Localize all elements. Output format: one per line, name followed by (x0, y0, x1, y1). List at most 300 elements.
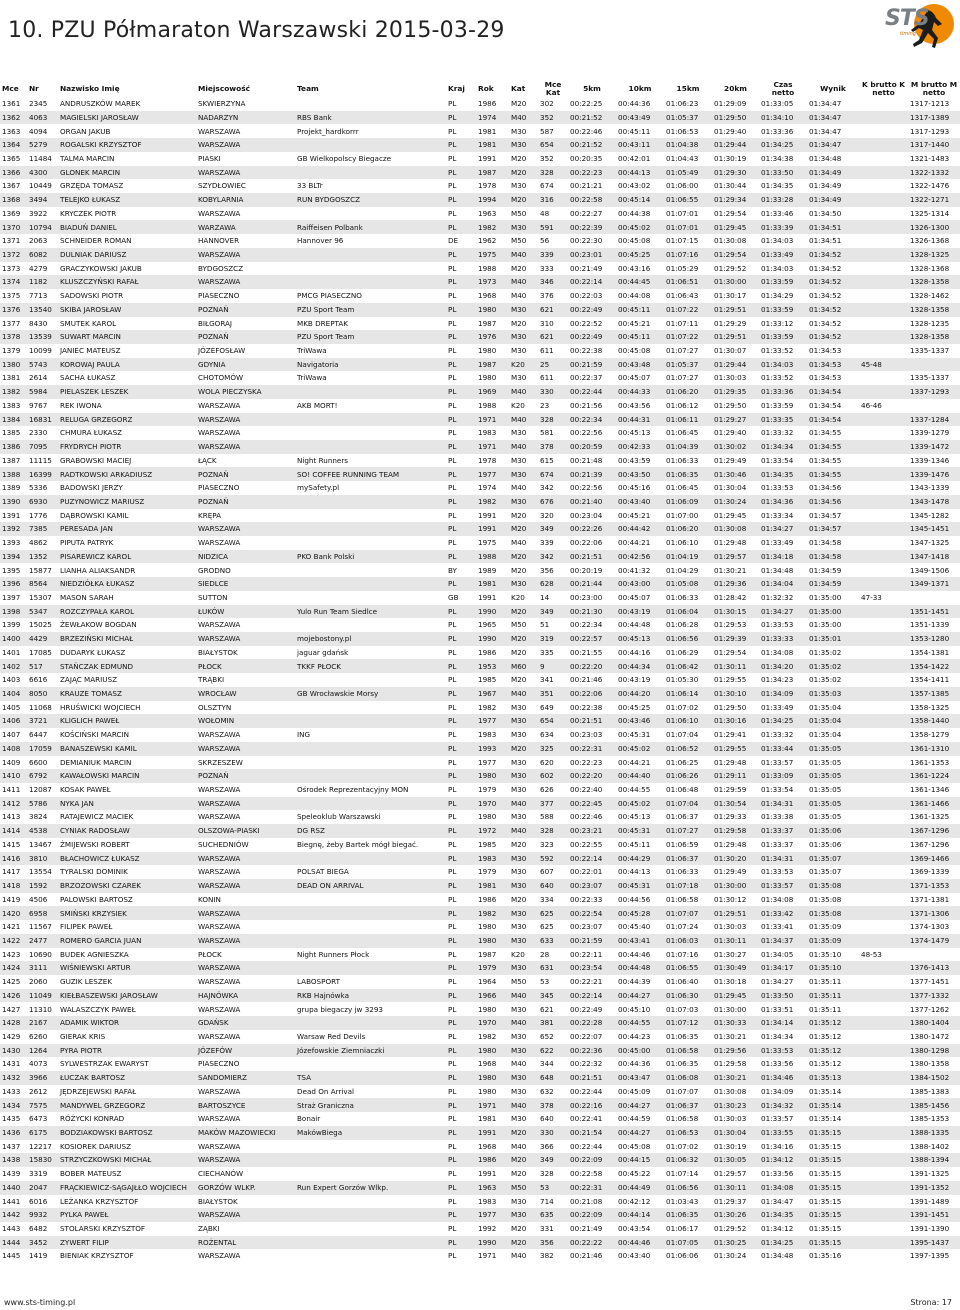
cell-name: KLUSZCZYŃSKI RAFAŁ (58, 275, 196, 289)
cell-city: WARSZAWA (198, 1114, 241, 1124)
cell-name: KRYCZEK PIOTR (60, 208, 117, 218)
cell-country: PL (446, 550, 476, 564)
cell-year: 1982 (476, 220, 509, 234)
table-row (0, 989, 960, 1003)
cell-10km: 00:42:33 (616, 440, 664, 454)
cell-20km: 01:29:45 (714, 510, 747, 520)
cell-name: CYNIAK RADOSŁAW (58, 824, 196, 838)
cell-bib: 6016 (29, 1196, 48, 1206)
cell-team: Hannover 96 (297, 236, 344, 246)
table-row (0, 1098, 960, 1112)
cell-10km: 00:44:31 (616, 413, 664, 427)
cell-category-place: 622 (538, 1044, 568, 1058)
cell-net-time: 01:33:57 (761, 757, 794, 767)
cell-team (295, 852, 446, 866)
cell-men-rank: 1384-1502 (908, 1071, 960, 1085)
cell-city: SIEDLCE (196, 577, 295, 591)
cell-5km: 00:21:30 (568, 605, 616, 619)
cell-result: 01:35:15 (807, 1153, 859, 1167)
table-row (0, 413, 960, 427)
cell-bib: 3111 (27, 961, 58, 975)
cell-men-rank: 1380-1358 (910, 1059, 950, 1069)
cell-year: 1969 (476, 385, 509, 399)
cell-5km: 00:22:01 (570, 867, 603, 877)
table-row (0, 865, 960, 879)
table-row (0, 893, 960, 907)
cell-country: PL (448, 291, 457, 301)
cell-category: M40 (509, 385, 538, 399)
cell-year: 1974 (476, 111, 509, 125)
cell-country: PL (448, 373, 457, 383)
cell-net-time: 01:33:33 (759, 632, 807, 646)
cell-net-time: 01:33:42 (759, 906, 807, 920)
col-header-cat: Kat (511, 83, 526, 93)
table-row (0, 371, 960, 385)
cell-category: M20 (509, 742, 538, 756)
cell-bib: 4300 (27, 166, 58, 180)
cell-15km: 01:06:20 (664, 385, 712, 399)
cell-team (295, 1153, 446, 1167)
cell-20km: 01:30:15 (712, 605, 759, 619)
cell-net-time: 01:34:34 (761, 1031, 794, 1041)
cell-20km: 01:29:59 (714, 785, 747, 795)
table-row (0, 467, 960, 481)
cell-team: Bonair (297, 1114, 321, 1124)
cell-20km: 01:30:18 (714, 977, 747, 987)
cell-team (295, 577, 446, 591)
table-row (0, 1208, 960, 1222)
cell-women-rank (859, 920, 908, 934)
table-row (0, 193, 960, 207)
cell-country: PL (448, 510, 457, 520)
cell-10km: 00:44:48 (618, 620, 651, 630)
cell-country: PL (446, 934, 476, 948)
cell-result: 01:35:15 (807, 1208, 859, 1222)
cell-place: 1390 (0, 495, 27, 509)
cell-city: BIŁGORAJ (198, 318, 233, 328)
cell-city: WARSZAWA (196, 248, 295, 262)
cell-result: 01:34:55 (809, 455, 842, 465)
table-row (0, 124, 960, 138)
cell-team: Józefowskie Ziemniaczki (295, 1044, 446, 1058)
cell-result: 01:35:15 (809, 1141, 842, 1151)
cell-men-rank: 1322-1271 (908, 193, 960, 207)
cell-5km: 00:22:46 (570, 126, 603, 136)
cell-5km: 00:22:09 (568, 1208, 616, 1222)
cell-name: DULNIAK DARIUSZ (58, 248, 196, 262)
cell-place: 1416 (0, 852, 27, 866)
cell-20km: 01:30:03 (714, 922, 747, 932)
cell-city: WARSZAWA (196, 797, 295, 811)
cell-women-rank (859, 317, 908, 331)
cell-category-place: 53 (540, 977, 550, 987)
cell-15km: 01:06:23 (666, 99, 699, 109)
cell-team: Raiffeisen Polbank (295, 220, 446, 234)
cell-team: RBS Bank (295, 111, 446, 125)
cell-10km: 00:42:01 (618, 153, 651, 163)
cell-men-rank: 1322-1332 (908, 166, 960, 180)
cell-20km: 01:29:52 (714, 263, 747, 273)
cell-15km: 01:06:35 (664, 1208, 712, 1222)
cell-result: 01:34:58 (807, 550, 859, 564)
cell-men-rank: 1347-1418 (908, 550, 960, 564)
cell-bib: 4063 (27, 111, 58, 125)
cell-category: M40 (511, 1251, 527, 1261)
cell-net-time: 01:34:35 (759, 467, 807, 481)
cell-category: M40 (511, 538, 527, 548)
cell-city: WARSZAWA (198, 812, 241, 822)
cell-bib: 4094 (29, 126, 48, 136)
cell-15km: 01:06:12 (666, 400, 699, 410)
cell-10km: 00:43:19 (618, 675, 651, 685)
cell-net-time: 01:33:52 (761, 346, 794, 356)
cell-city: SUCHEDNIÓW (198, 839, 249, 849)
cell-10km: 00:42:12 (618, 1196, 651, 1206)
cell-city: WARSZAWA (196, 275, 295, 289)
cell-place: 1412 (0, 797, 27, 811)
cell-category-place: 339 (540, 538, 554, 548)
cell-bib: 7385 (27, 522, 58, 536)
cell-20km: 01:29:35 (712, 385, 759, 399)
cell-men-rank: 1358-1440 (908, 714, 960, 728)
cell-name: PALOWSKI BARTOSZ (60, 894, 133, 904)
cell-year: 1991 (478, 592, 497, 602)
cell-place: 1438 (0, 1153, 27, 1167)
cell-year: 1993 (476, 742, 509, 756)
cell-10km: 00:45:25 (616, 248, 664, 262)
cell-5km: 00:21:49 (570, 1224, 603, 1234)
table-row (0, 632, 960, 646)
cell-net-time: 01:34:20 (759, 659, 807, 673)
cell-net-time: 01:33:35 (759, 413, 807, 427)
cell-category-place: 341 (540, 675, 554, 685)
cell-city: WARSZAWA (196, 413, 295, 427)
cell-20km: 01:30:23 (712, 1098, 759, 1112)
cell-city: POZNAŃ (196, 467, 295, 481)
cell-net-time: 01:34:08 (761, 647, 794, 657)
cell-net-time: 01:34:37 (759, 934, 807, 948)
cell-10km: 00:44:27 (616, 1098, 664, 1112)
cell-10km: 00:45:14 (616, 193, 664, 207)
cell-5km: 00:23:07 (570, 922, 603, 932)
cell-5km: 00:22:36 (568, 1044, 616, 1058)
cell-team: MakówBiega (295, 1126, 446, 1140)
cell-name: ZYWERT FILIP (58, 1236, 196, 1250)
cell-country: PL (448, 428, 457, 438)
cell-15km: 01:06:00 (666, 181, 699, 191)
cell-15km: 01:07:22 (664, 330, 712, 344)
cell-15km: 01:06:58 (666, 1114, 699, 1124)
cell-country: PL (446, 440, 476, 454)
cell-men-rank: 1385-1456 (908, 1098, 960, 1112)
cell-net-time: 01:34:27 (759, 605, 807, 619)
cell-city: ŁUKÓW (196, 605, 295, 619)
table-row (0, 220, 960, 234)
cell-20km: 01:29:29 (714, 318, 747, 328)
cell-bib: 17085 (29, 647, 52, 657)
cell-category: M50 (511, 977, 527, 987)
table-row (0, 344, 960, 358)
cell-bib: 8564 (27, 577, 58, 591)
cell-5km: 00:21:21 (570, 181, 603, 191)
cell-10km: 00:43:16 (618, 263, 651, 273)
cell-place: 1394 (0, 550, 27, 564)
cell-result: 01:34:52 (807, 248, 859, 262)
cell-year: 1980 (476, 934, 509, 948)
cell-category: M30 (509, 467, 538, 481)
cell-20km: 01:29:51 (712, 906, 759, 920)
cell-result: 01:35:12 (809, 1031, 842, 1041)
cell-country: PL (448, 1141, 457, 1151)
table-row (0, 289, 960, 303)
cell-country: PL (448, 263, 457, 273)
cell-bib: 5336 (29, 483, 48, 493)
cell-city: HANNOVER (198, 236, 240, 246)
cell-place: 1372 (0, 248, 27, 262)
cell-name: GRZĘDA TOMASZ (60, 181, 124, 191)
cell-15km: 01:04:43 (666, 153, 699, 163)
table-row (0, 234, 960, 248)
cell-net-time: 01:34:09 (759, 687, 807, 701)
cell-result: 01:34:55 (809, 428, 842, 438)
cell-bib: 16399 (27, 467, 58, 481)
cell-team (295, 440, 446, 454)
cell-country: PL (446, 1236, 476, 1250)
col-header-nr: Nr (29, 83, 39, 93)
cell-name: ŁUCZAK BARTOSZ (58, 1071, 196, 1085)
cell-5km: 00:21:59 (568, 358, 616, 372)
cell-result: 01:35:15 (807, 1126, 859, 1140)
cell-5km: 00:23:54 (568, 961, 616, 975)
cell-result: 01:35:01 (807, 632, 859, 646)
cell-women-rank (859, 1153, 908, 1167)
cell-10km: 00:44:33 (616, 385, 664, 399)
cell-5km: 00:21:48 (570, 455, 603, 465)
cell-country: PL (446, 714, 476, 728)
cell-place: 1367 (2, 181, 21, 191)
cell-15km: 01:06:43 (666, 291, 699, 301)
cell-10km: 00:43:11 (616, 138, 664, 152)
cell-city: ZĄBKI (198, 1224, 220, 1234)
cell-10km: 00:44:59 (618, 1114, 651, 1124)
cell-team (295, 1195, 446, 1209)
cell-women-rank (859, 1016, 908, 1030)
cell-category: M30 (509, 714, 538, 728)
cell-10km: 00:45:02 (616, 742, 664, 756)
cell-bib: 4506 (29, 894, 48, 904)
cell-team (295, 413, 446, 427)
cell-place: 1371 (2, 236, 21, 246)
cell-place: 1391 (2, 510, 21, 520)
table-row (0, 481, 960, 495)
table-row (0, 1222, 960, 1236)
cell-15km: 01:04:19 (664, 550, 712, 564)
cell-year: 1981 (476, 138, 509, 152)
cell-result: 01:35:10 (807, 961, 859, 975)
cell-category: M30 (511, 346, 527, 356)
cell-country: PL (446, 659, 476, 673)
cell-net-time: 01:34:31 (759, 852, 807, 866)
cell-men-rank: 1317-1293 (910, 126, 950, 136)
cell-20km: 01:30:19 (714, 153, 747, 163)
cell-category-place: 635 (538, 1208, 568, 1222)
cell-5km: 00:22:14 (568, 989, 616, 1003)
cell-category: M30 (511, 1031, 527, 1041)
cell-women-rank (859, 632, 908, 646)
col-header-10km: 10km (628, 83, 652, 93)
cell-category-place: 323 (540, 839, 554, 849)
cell-women-rank: 45-48 (859, 358, 908, 372)
cell-category-place: 23 (540, 400, 550, 410)
cell-year: 1985 (478, 675, 497, 685)
cell-place: 1368 (0, 193, 27, 207)
cell-place: 1379 (2, 346, 21, 356)
table-row (0, 1195, 960, 1209)
cell-20km: 01:30:12 (714, 894, 747, 904)
cell-women-rank (859, 1085, 908, 1099)
cell-20km: 01:30:24 (714, 1251, 747, 1261)
cell-women-rank (859, 810, 908, 824)
cell-bib: 1776 (29, 510, 48, 520)
cell-category: M30 (509, 1208, 538, 1222)
cell-name: PIELASZEK LESZEK (58, 385, 196, 399)
cell-category: M30 (511, 1004, 527, 1014)
cell-net-time: 01:33:51 (761, 1004, 794, 1014)
cell-year: 1980 (478, 922, 497, 932)
cell-category: M20 (509, 1236, 538, 1250)
cell-country: PL (446, 632, 476, 646)
cell-team (295, 769, 446, 783)
cell-net-time: 01:33:32 (761, 730, 794, 740)
cell-result: 01:34:59 (807, 577, 859, 591)
cell-year: 1981 (476, 879, 509, 893)
cell-team (295, 522, 446, 536)
cell-name: MASON SARAH (60, 592, 114, 602)
cell-country: PL (446, 769, 476, 783)
table-row (0, 440, 960, 454)
cell-country: PL (448, 1031, 457, 1041)
cell-net-time: 01:34:36 (759, 495, 807, 509)
cell-category-place: 48 (540, 208, 550, 218)
cell-bib: 4279 (29, 263, 48, 273)
cell-name: PUZYNOWICZ MARIUSZ (58, 495, 196, 509)
cell-10km: 00:45:28 (616, 906, 664, 920)
cell-team: Biegnę, żeby Bartek mógł biegać. (297, 839, 419, 849)
cell-men-rank: 1371-1353 (908, 879, 960, 893)
table-row (0, 1016, 960, 1030)
cell-year: 1977 (478, 757, 497, 767)
cell-year: 1977 (476, 714, 509, 728)
cell-bib: 5984 (27, 385, 58, 399)
cell-category: M30 (511, 922, 527, 932)
cell-result: 01:34:52 (809, 318, 842, 328)
cell-bib: 5743 (27, 358, 58, 372)
cell-20km: 01:30:00 (712, 879, 759, 893)
cell-city: WARSZAWA (198, 977, 241, 987)
cell-category: M20 (511, 153, 527, 163)
cell-15km: 01:06:33 (666, 592, 699, 602)
cell-result: 01:34:54 (807, 385, 859, 399)
cell-year: 1977 (476, 467, 509, 481)
cell-name: BANASZEWSKI KAMIL (58, 742, 196, 756)
cell-15km: 01:07:04 (666, 730, 699, 740)
cell-team: DG RSZ (295, 824, 446, 838)
cell-men-rank: 1317-1440 (908, 138, 960, 152)
cell-10km: 00:43:40 (616, 495, 664, 509)
cell-result: 01:35:05 (807, 769, 859, 783)
cell-year: 1980 (478, 346, 497, 356)
cell-women-rank (859, 756, 908, 770)
cell-year: 1981 (478, 126, 497, 136)
cell-5km: 00:22:31 (568, 1181, 616, 1195)
cell-category: M30 (509, 852, 538, 866)
cell-women-rank (859, 769, 908, 783)
cell-category-place: 382 (540, 1251, 554, 1261)
cell-city: WARZAWA (196, 220, 295, 234)
cell-place: 1377 (2, 318, 21, 328)
cell-team: AKB MORT! (297, 400, 338, 410)
cell-net-time: 01:34:08 (761, 894, 794, 904)
cell-category: M30 (509, 1071, 538, 1085)
cell-category: M30 (511, 730, 527, 740)
cell-result: 01:35:02 (809, 647, 842, 657)
cell-category: M30 (511, 455, 527, 465)
cell-net-time: 01:33:28 (759, 193, 807, 207)
cell-5km: 00:21:51 (568, 550, 616, 564)
cell-team (295, 701, 446, 715)
cell-10km: 00:44:23 (618, 1031, 651, 1041)
cell-5km: 00:22:31 (568, 742, 616, 756)
cell-20km: 01:30:11 (712, 934, 759, 948)
cell-result: 01:34:53 (809, 373, 842, 383)
cell-category: M40 (509, 824, 538, 838)
cell-year: 1977 (476, 1208, 509, 1222)
cell-15km: 01:07:14 (666, 1169, 699, 1179)
cell-15km: 01:06:04 (664, 605, 712, 619)
cell-city: SKWIERZYNA (198, 99, 246, 109)
cell-country: PL (448, 675, 457, 685)
cell-result: 01:35:15 (809, 1196, 842, 1206)
cell-10km: 00:45:02 (616, 797, 664, 811)
cell-women-rank (859, 659, 908, 673)
cell-place: 1389 (2, 483, 21, 493)
cell-net-time: 01:34:25 (759, 1236, 807, 1250)
cell-15km: 01:06:42 (664, 659, 712, 673)
cell-country: PL (448, 318, 457, 328)
cell-net-time: 01:33:46 (761, 208, 794, 218)
cell-bib: 1592 (27, 879, 58, 893)
cell-team (295, 166, 446, 180)
cell-women-rank: 48-53 (861, 949, 882, 959)
cell-15km: 01:06:14 (664, 687, 712, 701)
cell-net-time: 01:34:35 (759, 1208, 807, 1222)
cell-men-rank: 1351-1451 (908, 605, 960, 619)
table-row (0, 522, 960, 536)
cell-name: TELEJKO ŁUKASZ (58, 193, 196, 207)
cell-20km: 01:30:08 (714, 236, 747, 246)
cell-city: WARSZAWA (198, 538, 241, 548)
table-row (0, 756, 960, 770)
cell-country: PL (446, 330, 476, 344)
cell-place: 1442 (0, 1208, 27, 1222)
cell-result: 01:34:47 (809, 99, 842, 109)
cell-15km: 01:06:53 (664, 1126, 712, 1140)
cell-men-rank: 1376-1413 (908, 961, 960, 975)
cell-result: 01:34:58 (809, 538, 842, 548)
cell-year: 1979 (478, 867, 497, 877)
cell-20km: 01:30:08 (714, 1086, 747, 1096)
cell-15km: 01:07:15 (666, 236, 699, 246)
